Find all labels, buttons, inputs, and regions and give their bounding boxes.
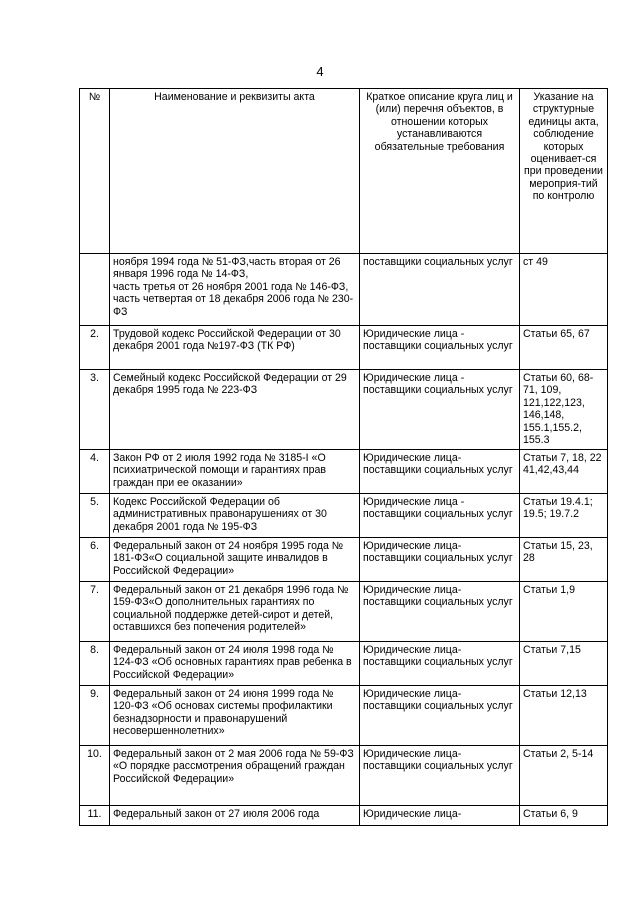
act-reference: Статьи 7, 18, 22 41,42,43,44 (520, 450, 608, 494)
row-number: 10. (80, 746, 110, 806)
table-row (80, 494, 608, 538)
act-description: Юридические лица- (360, 806, 520, 826)
table-row (80, 806, 608, 826)
header-name: Наименование и реквизиты акта (110, 89, 360, 254)
act-description: Юридические лица-поставщики социальных услуг (360, 582, 520, 642)
row-number: 9. (80, 686, 110, 746)
act-description: Юридические лица-поставщики социальных услуг (360, 538, 520, 582)
table-row (80, 450, 608, 494)
act-reference: Статьи 7,15 (520, 642, 608, 686)
act-name: Семейный кодекс Российской Федерации от 29 декабря 1995 года № 223-ФЗ (110, 370, 360, 450)
table-row (80, 582, 608, 642)
act-reference: Статьи 15, 23, 28 (520, 538, 608, 582)
act-description: Юридические лица-поставщики социальных услуг (360, 686, 520, 746)
act-reference: Статьи 19.4.1; 19.5; 19.7.2 (520, 494, 608, 538)
table-row (80, 642, 608, 686)
table-header-row (80, 89, 608, 254)
act-reference: Статьи 12,13 (520, 686, 608, 746)
act-description: Юридические лица-поставщики социальных услуг (360, 450, 520, 494)
act-reference: Статьи 2, 5-14 (520, 746, 608, 806)
act-name: Федеральный закон от 24 ноября 1995 года № 181-ФЗ«О социальной защите инвалидов в Российской Федерации» (110, 538, 360, 582)
act-description: поставщики социальных услуг (360, 254, 520, 326)
act-name: Федеральный закон от 21 декабря 1996 года № 159-ФЗ«О дополнительных гарантиях по социальной поддержке детей-сирот и детей, оставшихся без попечения родителей» (110, 582, 360, 642)
act-reference: Статьи 65, 67 (520, 326, 608, 370)
act-name: Трудовой кодекс Российской Федерации от 30 декабря 2001 года №197-ФЗ (ТК РФ) (110, 326, 360, 370)
act-reference: Статьи 6, 9 (520, 806, 608, 826)
act-description: Юридические лица - поставщики социальных услуг (360, 494, 520, 538)
act-description: Юридические лица - поставщики социальных услуг (360, 326, 520, 370)
row-number: 7. (80, 582, 110, 642)
row-number: 2. (80, 326, 110, 370)
table-row (80, 370, 608, 450)
act-reference: Статьи 1,9 (520, 582, 608, 642)
table-row (80, 326, 608, 370)
act-name: Федеральный закон от 24 июня 1999 года № 120-ФЗ «Об основах системы профилактики безнадзорности и правонарушений несовершеннолетних» (110, 686, 360, 746)
row-number: 11. (80, 806, 110, 826)
header-num: № (80, 89, 110, 254)
row-number: 4. (80, 450, 110, 494)
table-row (80, 746, 608, 806)
act-description: Юридические лица - поставщики социальных услуг (360, 370, 520, 450)
act-name: ноября 1994 года № 51-ФЗ,часть вторая от 26 января 1996 года № 14-ФЗ, часть третья от 26 ноября 2001 года № 146-ФЗ, часть четвертая от 18 декабря 2006 года № 230-ФЗ (110, 254, 360, 326)
row-number: 5. (80, 494, 110, 538)
table-row (80, 538, 608, 582)
header-desc: Краткое описание круга лиц и (или) перечня объектов, в отношении которых устанавливаются обязательные требования (360, 89, 520, 254)
row-number: 3. (80, 370, 110, 450)
row-number: 8. (80, 642, 110, 686)
act-description: Юридические лица-поставщики социальных услуг (360, 746, 520, 806)
row-number: 6. (80, 538, 110, 582)
act-name: Федеральный закон от 24 июля 1998 года № 124-ФЗ «Об основных гарантиях прав ребенка в Российской Федерации» (110, 642, 360, 686)
header-ref: Указание на структурные единицы акта, соблюдение которых оценивает-ся при проведении мероприя-тий по контролю (520, 89, 608, 254)
table-body (80, 254, 608, 826)
act-name: Кодекс Российской Федерации об административных правонарушениях от 30 декабря 2001 года № 195-ФЗ (110, 494, 360, 538)
page-number: 4 (316, 64, 324, 79)
act-name: Федеральный закон от 27 июля 2006 года (110, 806, 360, 826)
table-row (80, 254, 608, 326)
act-description: Юридические лица-поставщики социальных услуг (360, 642, 520, 686)
act-name: Закон РФ от 2 июля 1992 года № 3185-I «О психиатрической помощи и гарантиях прав граждан при ее оказании» (110, 450, 360, 494)
act-name: Федеральный закон от 2 мая 2006 года № 59-ФЗ «О порядке рассмотрения обращений граждан Российской Федерации» (110, 746, 360, 806)
table-row (80, 686, 608, 746)
act-reference: ст 49 (520, 254, 608, 326)
row-number (80, 254, 110, 326)
act-reference: Статьи 60, 68-71, 109, 121,122,123, 146,148, 155.1,155.2, 155.3 (520, 370, 608, 450)
acts-table (79, 88, 608, 826)
